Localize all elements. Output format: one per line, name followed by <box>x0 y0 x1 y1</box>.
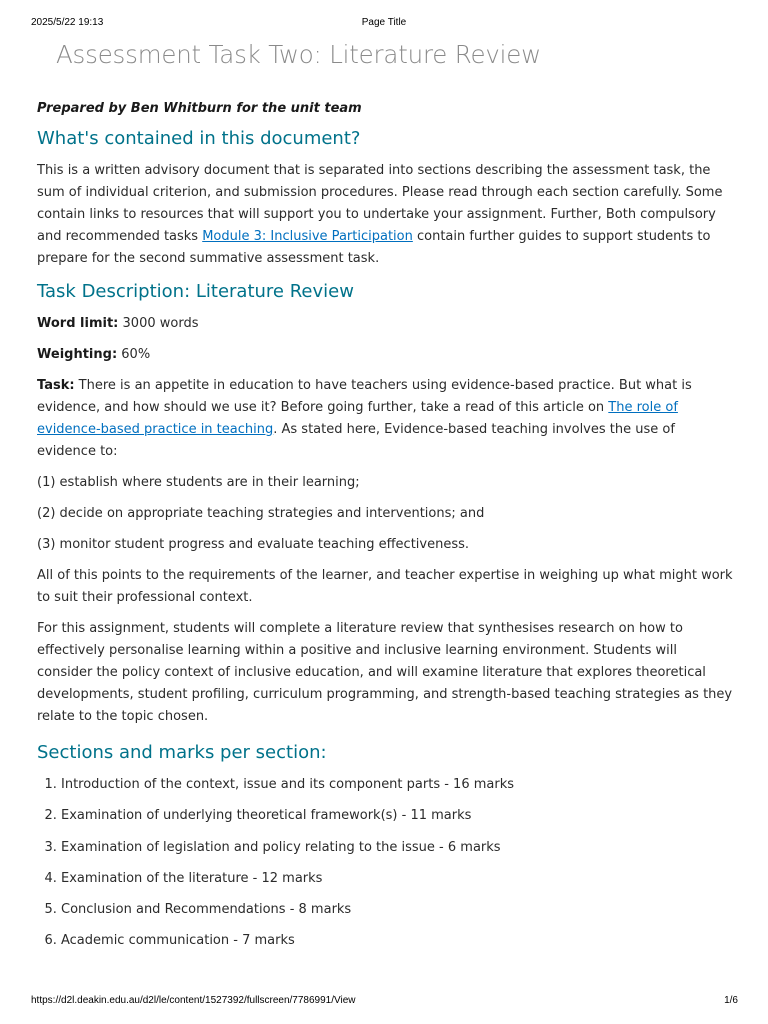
evidence-point-1: (1) establish where students are in their learning; <box>37 475 360 490</box>
evidence-point-3: (3) monitor student progress and evaluate teaching effectiveness. <box>37 537 470 552</box>
print-page-title: Page Title <box>361 17 407 28</box>
evidence-point-2: (2) decide on appropriate teaching strategies and interventions; and <box>37 506 485 521</box>
intro-text-pre: This is a written advisory document that is separated into sections describing the assessment task, the sum of individual criterion, and submission procedures. Please read through each section carefully. Some contain links to resources that will support you to undertake your assignment. Further, Both compulsory and recommended tasks <box>37 163 723 244</box>
print-page-number: 1/6 <box>724 995 738 1006</box>
marks-list-item: 6. Academic communication - 7 marks <box>61 930 733 952</box>
section-heading-task-description: Task Description: Literature Review <box>37 281 354 302</box>
section-heading-contents: What's contained in this document? <box>37 128 361 149</box>
byline: Prepared by Ben Whitburn for the unit team <box>37 101 362 116</box>
weighting-label: Weighting: <box>37 347 118 362</box>
word-limit-value: 3000 words <box>118 316 199 331</box>
weighting <box>37 344 733 366</box>
marks-list-item: 3. Examination of legislation and policy relating to the issue - 6 marks <box>61 837 733 859</box>
intro-text-post: contain further guides to support students to prepare for the second summative assessment task. <box>37 229 711 266</box>
marks-list-item: 5. Conclusion and Recommendations - 8 marks <box>61 899 733 921</box>
assignment-paragraph: For this assignment, students will complete a literature review that synthesises research on how to effectively personalise learning within a positive and inclusive learning environment. Students will consider the policy context of inclusive education, and will examine literature that explores theoretical developments, student profiling, curriculum programming, and strength-based teaching strategies as they relate to the topic chosen. <box>37 621 733 724</box>
word-limit <box>37 313 733 335</box>
word-limit-label: Word limit: <box>37 316 119 331</box>
print-datetime: 2025/5/22 19:13 <box>31 17 104 28</box>
marks-list-item: 4. Examination of the literature - 12 marks <box>61 868 733 890</box>
requirements-paragraph: All of this points to the requirements of the learner, and teacher expertise in weighing up what might work to suit their professional context. <box>37 568 733 605</box>
marks-list <box>37 774 733 952</box>
weighting-value: 60% <box>117 347 151 362</box>
document-body <box>37 98 733 962</box>
marks-list-item: 2. Examination of underlying theoretical framework(s) - 11 marks <box>61 805 733 827</box>
task-text-post: . As stated here, Evidence-based teaching involves the use of evidence to: <box>37 422 675 459</box>
task-paragraph <box>37 375 733 463</box>
marks-list-item: 1. Introduction of the context, issue and its component parts - 16 marks <box>61 774 733 796</box>
section-heading-marks: Sections and marks per section: <box>37 742 327 763</box>
task-text-pre: There is an appetite in education to have teachers using evidence-based practice. But what is evidence, and how should we use it? Before going further, take a read of this article on <box>37 378 692 415</box>
intro-paragraph <box>37 160 733 270</box>
document-title: Assessment Task Two: Literature Review <box>56 40 541 69</box>
module-3-link[interactable]: Module 3: Inclusive Participation <box>202 229 413 244</box>
print-url: https://d2l.deakin.edu.au/d2l/le/content/1527392/fullscreen/7786991/View <box>31 995 356 1006</box>
print-header <box>0 17 768 31</box>
evidence-based-practice-link[interactable]: The role of evidence-based practice in teaching <box>37 400 678 437</box>
task-label: Task: <box>37 378 75 393</box>
